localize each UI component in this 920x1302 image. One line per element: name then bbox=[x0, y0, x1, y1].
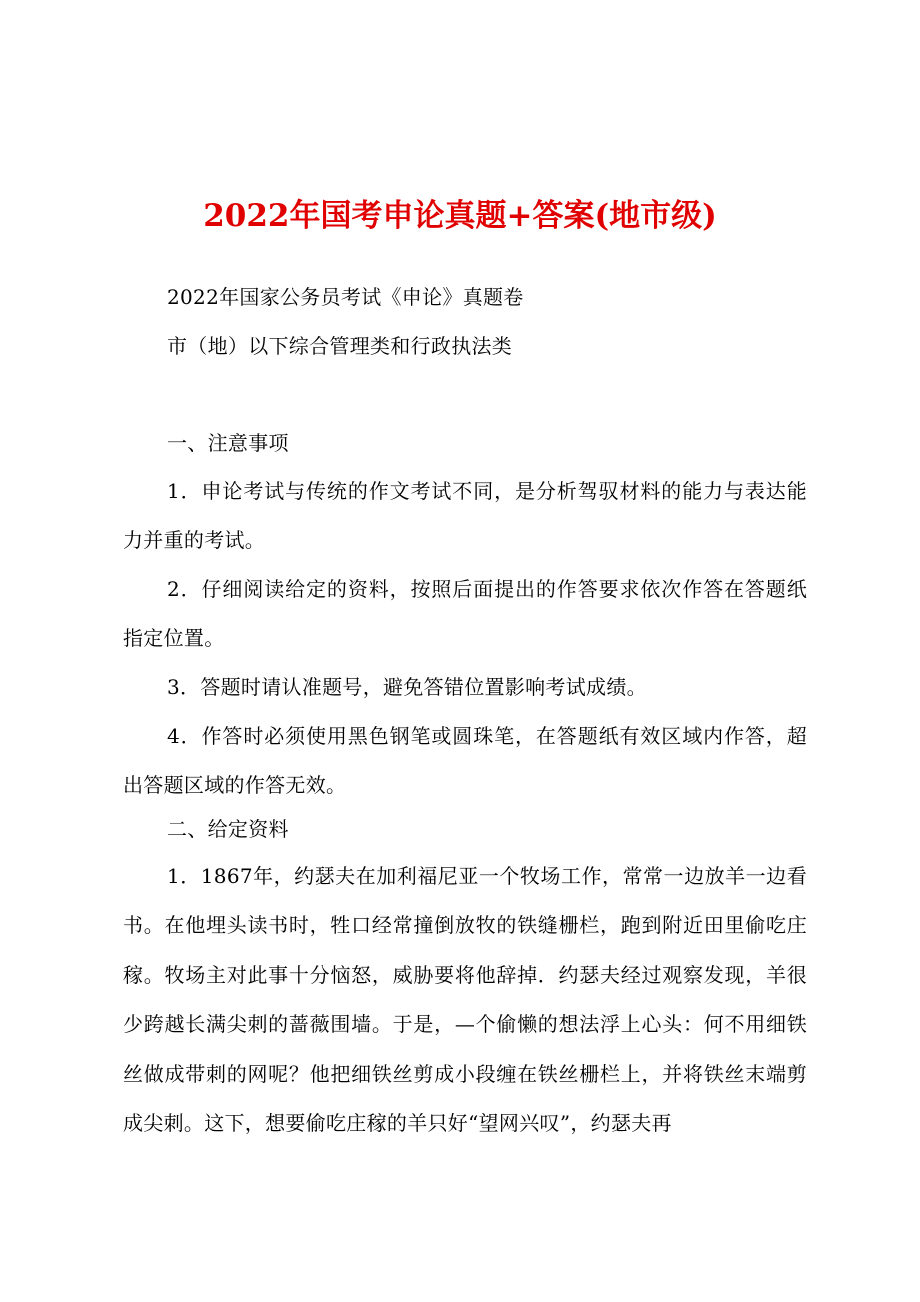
exam-category: 市（地）以下综合管理类和行政执法类 bbox=[167, 334, 513, 358]
material-paragraph-1: 1．1867年，约瑟夫在加利福尼亚一个牧场工作，常常一边放羊一边看书。在他埋头读书时，牲口经常撞倒放牧的铁缝栅栏，跑到附近田里偷吃庄稼。牧场主对此事十分恼怒，威胁要将他辞掉．约瑟夫经过观察发现，羊很少跨越长满尖刺的蔷薇围墙。于是，—个偷懒的想法浮上心头：何不用细铁丝做成带刺的网呢？他把细铁丝剪成小段缠在铁丝栅栏上，并将铁丝末端剪成尖刺。这下，想要偷吃庄稼的羊只好“望网兴叹”，约瑟夫再 bbox=[123, 864, 807, 1136]
section-heading-notices: 一、注意事项 bbox=[167, 431, 289, 455]
notice-item-3: 3．答题时请认准题号，避免答错位置影响考试成绩。 bbox=[167, 675, 647, 699]
section-heading-materials: 二、给定资料 bbox=[167, 817, 289, 841]
notice-item-1: 1．申论考试与传统的作文考试不同，是分析驾驭材料的能力与表达能力并重的考试。 bbox=[123, 479, 807, 553]
notice-item-4: 4．作答时必须使用黑色钢笔或圆珠笔，在答题纸有效区域内作答，超出答题区域的作答无效。 bbox=[123, 724, 807, 798]
exam-subtitle: 2022年国家公务员考试《申论》真题卷 bbox=[167, 285, 524, 309]
notice-item-2: 2．仔细阅读给定的资料，按照后面提出的作答要求依次作答在答题纸指定位置。 bbox=[123, 577, 807, 651]
document-title: 2022年国考申论真题+答案(地市级) bbox=[203, 198, 717, 234]
